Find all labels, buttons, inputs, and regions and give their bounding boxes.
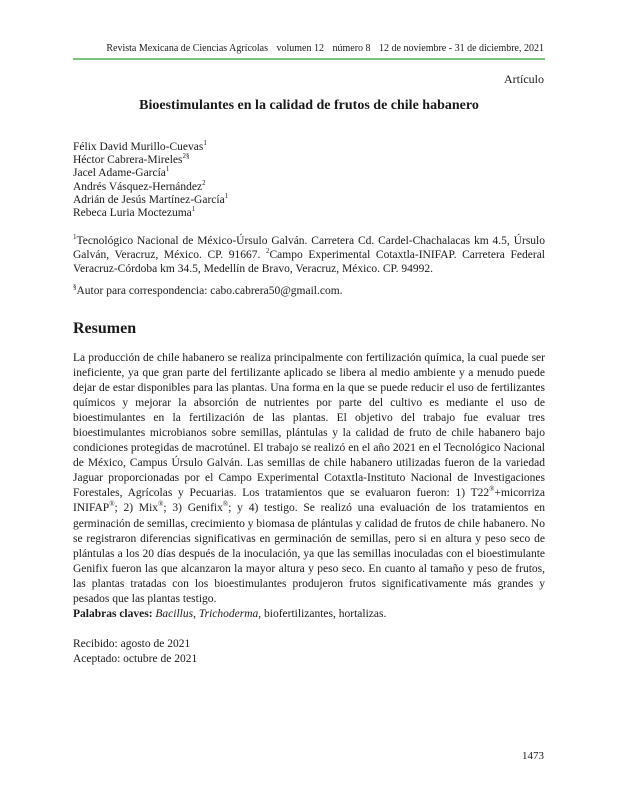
abstract-text: La producción de chile habanero se realiza principalmente con fertilización química, la cual puede ser ineficiente, ya que gran parte del fertilizante aplicado se libera al medio ambiente y a menudo puede dejar de estar disponibles para las plantas. Una forma en la que se puede reducir el uso de fertilizantes químicos y mejorar la absorción de nutrientes por parte del cultivo es mediante el uso de bioestimulantes en la fertilización de las plantas. El objetivo del trabajo fue evaluar tres bioestimulantes microbianos sobre semillas, plántulas y la calidad de fruto de chile habanero bajo condiciones protegidas de macrotúnel. El trabajo se realizó en el año 2021 en el Tecnológico Nacional de México, Campus Úrsulo Galván. Las semillas de chile habanero utilizadas fueron de la variedad Jaguar proporcionadas por el Campo Experimental Cotaxtla-Instituto Nacional de Investigaciones Forestales, Agrícolas y Pecuarias. Los tratamientos que se evaluaron fueron: 1) T22®+micorriza INIFAP®; 2) Mix®; 3) Genifix®; y 4) testigo. Se realizó una evaluación de los tratamientos en germinación de semillas, crecimiento y biomasa de plántulas y calidad de frutos de chile habanero. No se registraron diferencias significativas en germinación de semillas, pero si en altura y peso seco de plántulas a los 20 días después de la inoculación, ya que las semillas inoculadas con el bioestimulante Genifix fueron las que alcanzaron la mayor altura y peso seco. En cuanto al tamaño y peso de frutos, las plantas tratadas con los bioestimulantes produjeron frutos significativamente más grandes y pesados que las plantas testigo. [73,352,546,605]
keywords-label: Palabras claves: [73,608,153,620]
submission-dates [73,637,197,667]
keywords: Palabras claves: Bacillus, Trichoderma, biofertilizantes, hortalizas. [73,608,387,620]
journal-name: Revista Mexicana de Ciencias Agrícolas [106,43,268,54]
author-list [73,141,228,220]
author: Andrés Vásquez-Hernández$^2$ [73,178,206,193]
header-rule [73,58,545,60]
author: Héctor Cabrera-Mireles$^{2\S}$ [73,152,190,167]
abstract-heading: Resumen [73,320,137,337]
author: Félix David Murillo-Cuevas$^1$ [73,139,207,153]
corresponding-author: §Autor para correspondencia: cabo.cabrera50@gmail.com. [73,283,343,297]
author: Jacel Adame-García$^1$ [73,165,170,180]
affiliation-marker: 1 [165,165,170,174]
accepted-date: Aceptado: octubre de 2021 [73,653,198,665]
journal-volume: volumen 12 [276,43,324,54]
article-type: Artículo [504,72,544,86]
running-header [106,43,544,54]
received-date: Recibido: agosto de 2021 [73,638,191,650]
affiliation-marker: 1 [203,139,207,148]
issue-dates: 12 de noviembre - 31 de diciembre, 2021 [379,43,544,54]
affiliation-marker: 1 [224,191,229,200]
affiliations: $^1$Tecnológico Nacional de México-Úrsulo Galván. Carretera Cd. Cardel-Chachalacas km 4.5, Úrsulo Galván, Veracruz, México. CP. 91667. $^2$Campo Experimental Cotaxtla-INIFAP. Carretera Federal Veracruz-Córdoba km 34.5, Medellín de Bravo, Veracruz, México. CP. 94992. [73,233,545,275]
paper-title: Bioestimulantes en la calidad de frutos de chile habanero [139,98,479,113]
affiliation-marker: 2 [202,178,206,187]
page-number: 1473 [522,750,544,762]
affiliation-marker: 1 [191,205,196,214]
author: Rebeca Luria Moctezuma$^1$ [73,205,196,220]
journal-number: número 8 [332,43,371,54]
affiliation-marker: 2§ [182,152,190,161]
author: Adrián de Jesús Martínez-García$^1$ [73,191,229,206]
